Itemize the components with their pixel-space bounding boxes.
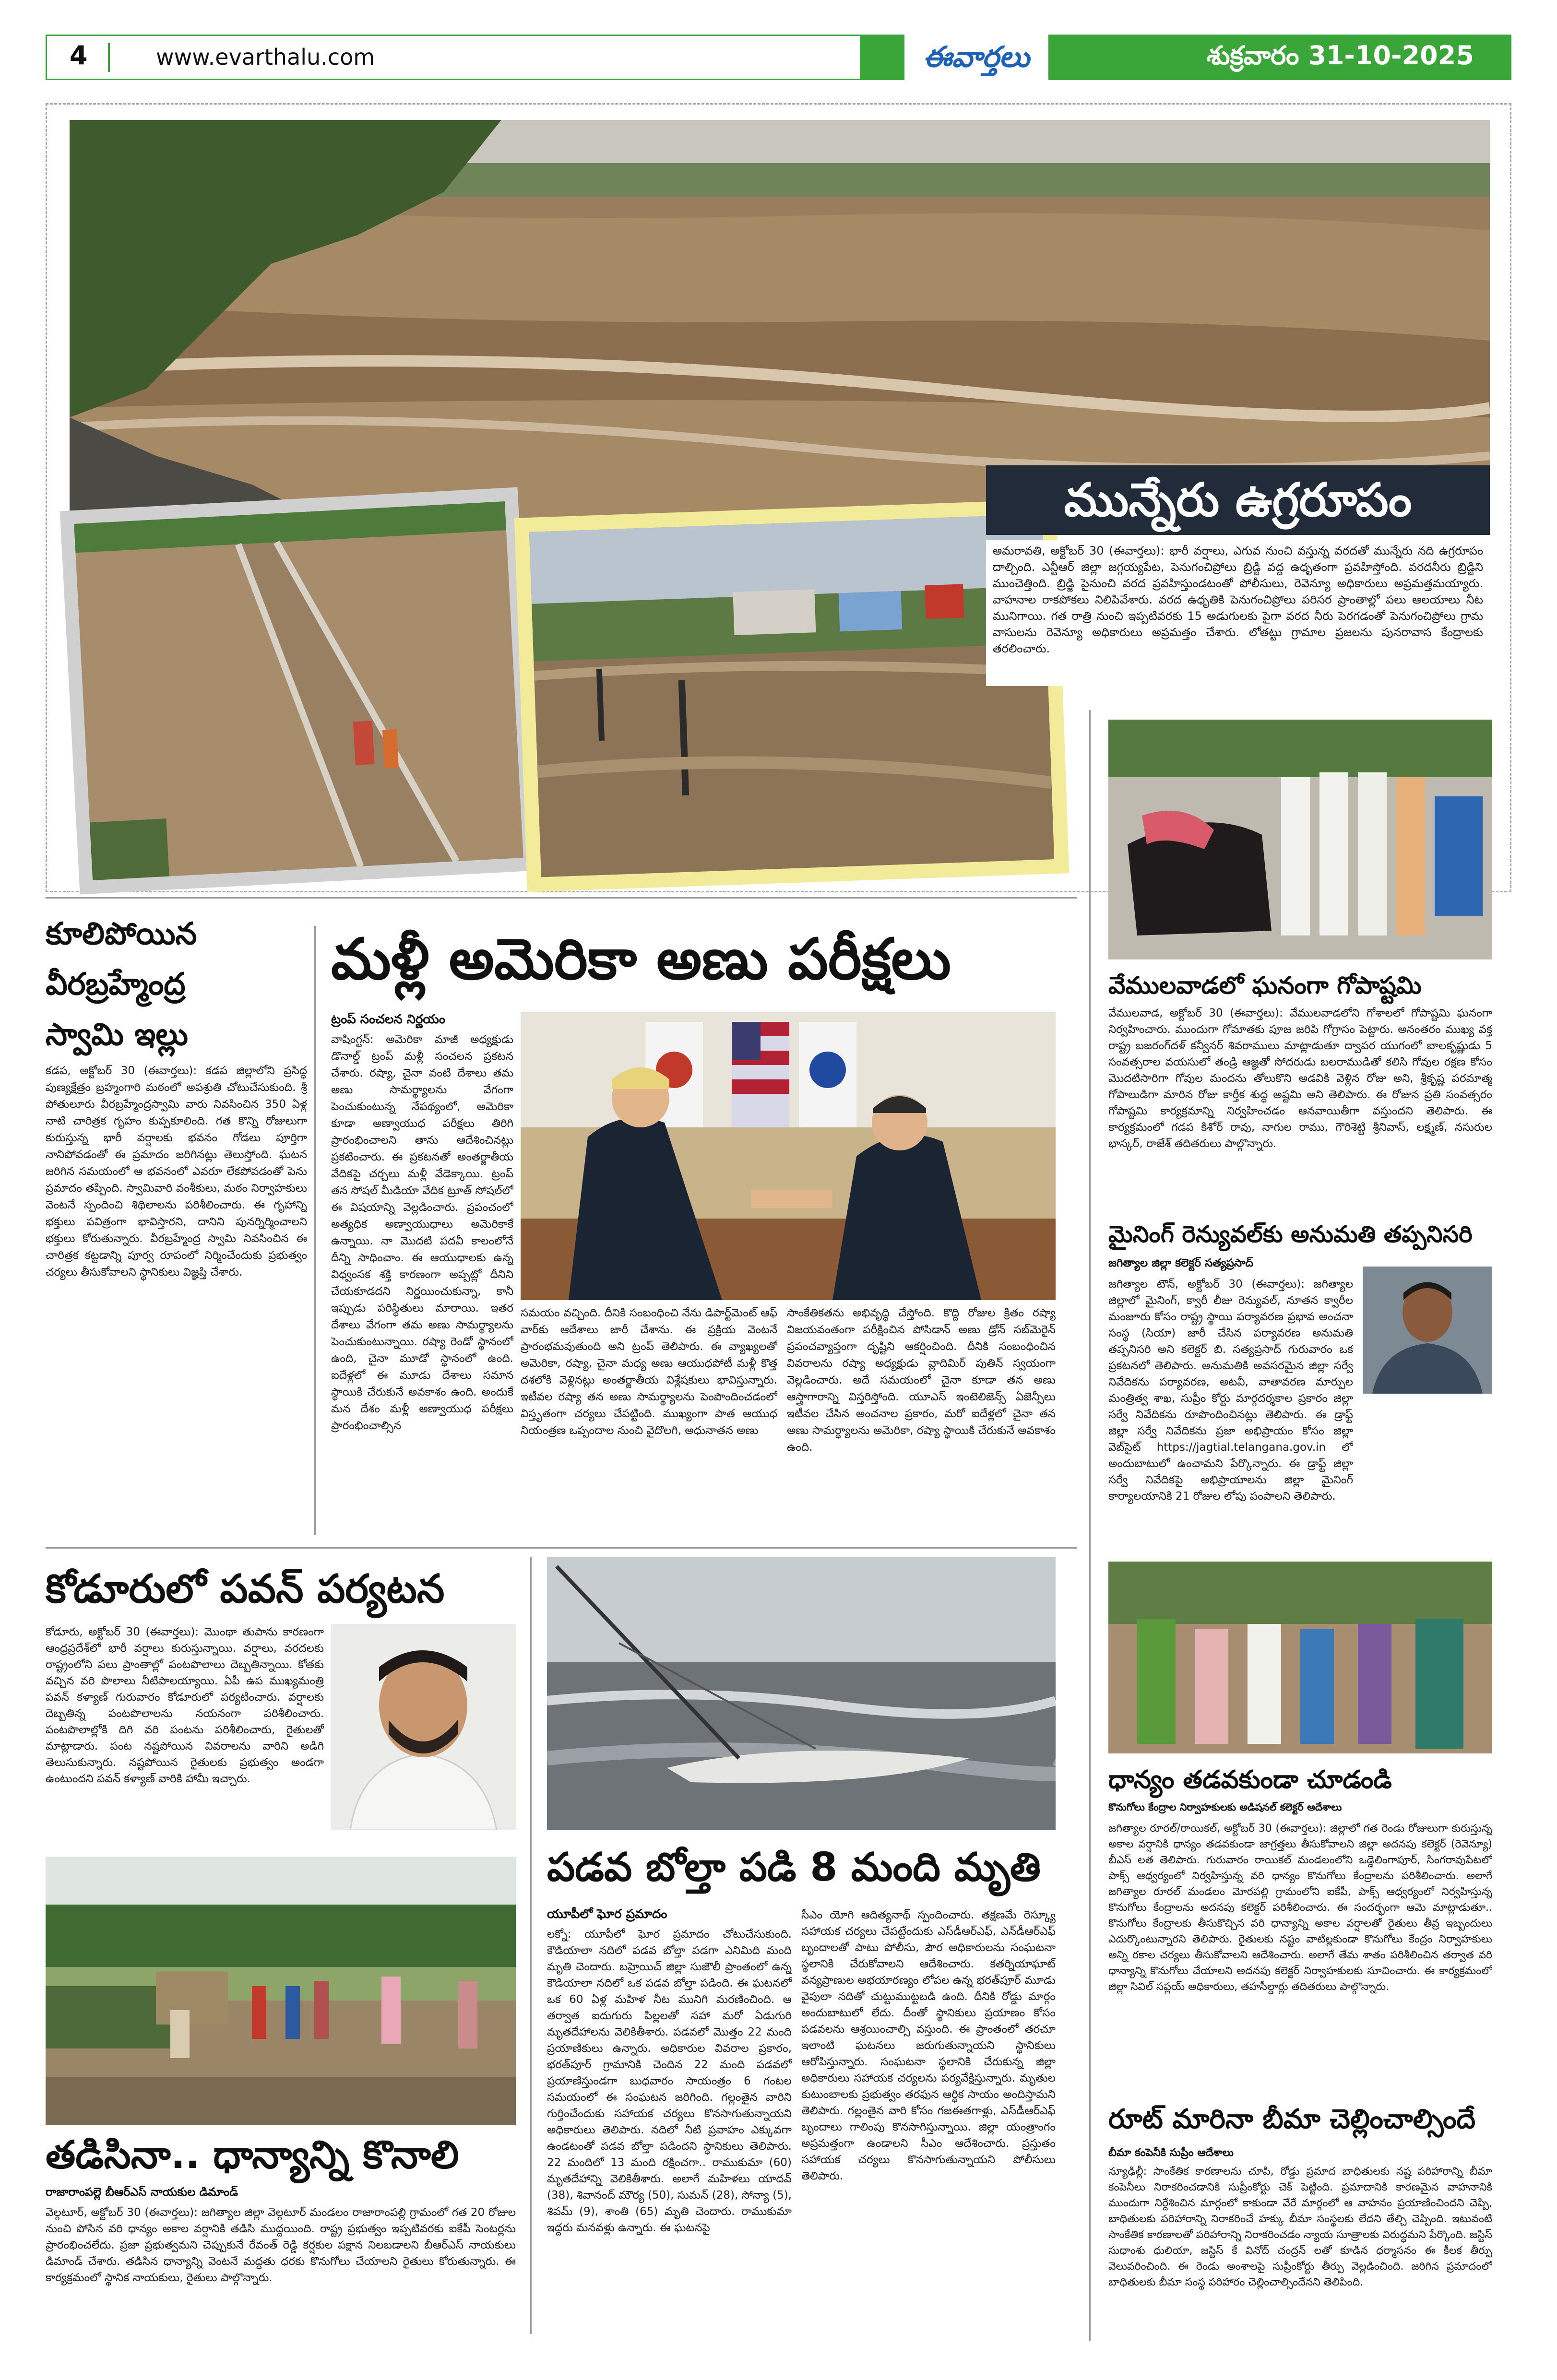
capsized-boat-photo (547, 1557, 1056, 1830)
brand-logo (904, 35, 1048, 80)
collector-portrait (1363, 1267, 1492, 1394)
trump-handshake-photo (521, 1012, 1056, 1300)
lead-caption: అమరావతి, అక్టోబర్ 30 (ఈవార్తలు): భారీ వర్షాలు, ఎగువ నుంచి వస్తున్న వరదతో మున్నేరు నది ఉగ్రరూపం దాల్చింది. ఎన్టీఆర్ జిల్లా జగ్గయ్యపేట, పెనుగంచిప్రోలు బ్రిడ్జి వద్ద ఉధృతంగా ప్రవహిస్తోంది. వరదనీరు బ్రిడ్జిని ముంచెత్తింది. బ్రిడ్జి పైనుంచి వరద ప్రవహిస్తుండటంతో పోలీసులు, రెవెన్యూ అధికారులు అప్రమత్తమయ్యారు. వాహనాల రాకపోకలు నిలిపివేశారు. వరద ఉధృతికి పెనుగంచిప్రోలు పరిసర ప్రాంతాల్లో పలు ఆలయాలు నీట మునిగాయి. గత రాత్రి నుంచి ఇప్పటివరకు 15 అడుగులకు పైగా వరద నీరు పెరగడంతో పెనుగంచిప్రోలు గ్రామ వాసులను రెవెన్యూ అధికారులు అప్రమత్తం చేశారు. లోతట్టు గ్రామాల ప్రజలను పునరావాస కేంద్రాలకు తరలించారు. (986, 540, 1490, 686)
nuclear-col3: సాంకేతికతను అభివృద్ధి చేస్తోంది. కొద్ది రోజుల క్రితం రష్యా విజయవంతంగా పరీక్షించిన పోసిడాన్ అణు డ్రోన్ సబ్‌మెరైన్ ప్రపంచవ్యాప్తంగా దృష్టిని ఆకర్షించింది. దీనికి సంబంధించిన వివరాలను రష్యా అధ్యక్షుడు వ్లాదిమిర్ పుతిన్ స్వయంగా వెల్లడించారు. అదే సమయంలో చైనా కూడా తన అణు ఆస్త్రాగారాన్ని విస్తరిస్తోంది. యూఎస్ ఇంటెలిజెన్స్ ఏజెన్సీలు ఇటీవల చేసిన అంచనాల ప్రకారం, మరో ఐదేళ్లలో చైనా తన అణు సామర్థ్యాలను అమెరికా, రష్యా స్థాయికి చేరుకునే అవకాశం ఉంది. (787, 1307, 1056, 1454)
mining-title: మైనింగ్ రెన్యువల్‌కు అనుమతి తప్పనిసరి (1108, 1221, 1473, 1248)
temple-title-line1: కూలిపోయిన (46, 916, 197, 952)
page-header (46, 35, 1511, 80)
nuclear-kicker: ట్రంప్ సంచలన నిర్ణయం (331, 1012, 446, 1027)
rule-pawan (530, 1557, 532, 2334)
rule-below-nuclear (46, 1547, 1077, 1549)
rule-below-lead (46, 897, 1077, 899)
ration-body: జగిత్యాల రూరల్/రాయికల్, అక్టోబర్ 30 (ఈవార్తలు): జిల్లాలో గత రెండు రోజులుగా కురుస్తున్న అకాల వర్షానికి ధాన్యం తడవకుండా జాగ్రత్తలు తీసుకోవాలని జిల్లా అదనపు కలెక్టర్ (రెవెన్యూ) బీఎస్ లత తెలిపారు. గురువారం రాయికల్ మండలంలోని ఒడ్డెలింగాపూర్, సింగరావుపేటలో పాక్స్ ఆధ్వర్యంలో నిర్వహిస్తున్న వరి ధాన్యం కొనుగోలు కేంద్రాలను పరిశీలించారు. అలాగే జగిత్యాల రూరల్ మండలం మోరపల్లి గ్రామంలోని ఐకేపీ, పాక్స్ ఆధ్వర్యంలో నిర్వహిస్తున్న కొనుగోలు కేంద్రాలను అదనపు కలెక్టర్ పరిశీలించారు. ఈ సందర్భంగా ఆమె మాట్లాడుతూ.. కొనుగోలు కేంద్రాలకు తీసుకొచ్చిన వరి ధాన్యాన్ని అకాల వర్షాలతో రైతులు తీవ్ర ఇబ్బందులు ఎదుర్కొంటున్నారని తెలిపారు. రైతులకు నష్టం వాటిల్లకుండా కొనుగోలు కేంద్రం నిర్వాహకులు అన్ని రకాల చర్యలు తీసుకోవాలని ఆదేశించారు. అలాగే తేమ శాతం పరిశీలించిన తర్వాత వరి ధాన్యాన్ని కొనుగోలు చేయాలని అదనపు కలెక్టర్ నిర్వాహకులకు సూచించారు. ఈ కార్యక్రమంలో జిల్లా సివిల్ సప్లయ్ అధికారులు, తహసీల్దార్లు తదితరులు పాల్గొన్నారు. (1108, 1823, 1492, 1993)
boat-col2: సీఎం యోగి ఆదిత్యనాథ్ స్పందించారు. తక్షణమే రెస్క్యూ సహాయక చర్యలు చేపట్టేందుకు ఎస్‌డీఆర్‌ఎఫ్, ఎన్‌డీఆర్‌ఎఫ్ బృందాలతో పాటు పోలీసు, పౌర అధికారులను సంఘటనా స్థలానికి చేరుకోవాలని ఆదేశించారు. కతర్నియాఘాట్ వన్యప్రాణుల అభయారణ్యం లోపల ఉన్న భరత్‌పూర్ మూడు వైపులా నదితో చుట్టుముట్టబడి ఉంది. దీనికి రోడ్డు మార్గం అందుబాటులో లేదు. దీంతో స్థానికులు ప్రయాణం కోసం పడవలను ఆశ్రయించాల్సి వస్తుంది. ఈ ప్రాంతంలో తరచూ ఇలాంటి ఘటనలు జరుగుతున్నాయని స్థానికులు ఆరోపిస్తున్నారు. సంఘటనా స్థలానికి చేరుకున్న జిల్లా అధికారులు సహాయక చర్యలను పర్యవేక్షిస్తున్నారు. మృతుల కుటుంబాలకు ప్రభుత్వం తరఫున ఆర్థిక సాయం అందిస్తామని తెలిపారు. గల్లంతైన వారి కోసం గజఈతగాళ్లు, ఎస్‌డీఆర్‌ఎఫ్ బృందాలు గాలింపు కొనసాగిస్తున్నాయి. జిల్లా యంత్రాంగం అప్రమత్తంగా ఉండాలని సీఎం ఆదేశించారు. ప్రస్తుతం సహాయక చర్యలు కొనసాగుతున్నాయని పోలీసులు తెలిపారు. (801, 1909, 1056, 2182)
insurance-body: న్యూఢిల్లీ: సాంకేతిక కారణాలను చూపి, రోడ్డు ప్రమాద బాధితులకు నష్ట పరిహారాన్ని బీమా కంపెనీలు నిరాకరించడానికి సుప్రీంకోర్టు చెక్ పెట్టింది. ప్రమాదానికి కారణమైన వాహనానికి ముందుగా నిర్దేశించిన మార్గంలో కాకుండా వేరే మార్గంలో ఆ వాహనం ప్రయాణించిందని చెప్పి, బాధితులకు పరిహారాన్ని నిరాకరించే హక్కు బీమా సంస్థలకు లేదని తేల్చి చెప్పింది. ఇటువంటి సాంకేతిక కారణాలతో పరిహారాన్ని నిరాకరించడం న్యాయ సూత్రాలకు విరుద్ధమని పేర్కొంది. జస్టిస్ సుధాంశు ధులియా, జస్టిస్ కే వినోద్ చంద్రన్ లతో కూడిన ధర్మాసనం ఈ కీలక తీర్పు వెలువరించింది. ఈ రెండు అంశాలపై సుప్రీంకోర్టు తీర్పు వెల్లడించింది. జరిగిన ప్రమాదంలో బాధితులకు బీమా సంస్థ పరిహారం చెల్లించాల్సిందేనని తెలిపింది. (1108, 2166, 1492, 2288)
mining-kicker: జగిత్యాల జిల్లా కలెక్టర్ సత్యప్రసాద్ (1108, 1257, 1253, 1269)
website-url[interactable]: www.evarthalu.com (156, 44, 375, 70)
boat-col1: లక్నో: యూపీలో ఘోర ప్రమాదం చోటుచేసుకుంది. కౌడియాలా నదిలో పడవ బోల్తా పడగా ఎనిమిది మంది మృతి చెందారు. బహ్రెయిచ్ జిల్లా సుజౌలీ ప్రాంతంలో ఉన్న కౌడియాలా నదిలో ఒక పడవ బోల్తా పడింది. ఈ ఘటనలో ఒక 60 ఏళ్ల మహిళ నీట మునిగి మరణించింది. ఆ తర్వాత ఐదుగురు పిల్లలతో సహా మరో ఏడుగురి మృతదేహాలను వెలికితీశారు. పడవలో మొత్తం 22 మంది ప్రయాణికులు ఉన్నారు. అధికారుల వివరాల ప్రకారం, భరత్‌పూర్ గ్రామానికి చెందిన 22 మంది పడవలో ప్రయాణిస్తుండగా బుధవారం సాయంత్రం 6 గంటల సమయంలో ఈ సంఘటన జరిగింది. గల్లంతైన వారిని గుర్తించేందుకు సహాయక చర్యలు కొనసాగుతున్నాయని అధికారులు తెలిపారు. నదిలో నీటి ప్రవాహం ఎక్కువగా ఉండటంతో పడవ బోల్తా పడిందని స్థానికులు తెలిపారు. 22 మందిలో 13 మంది రక్షించగా.. రాముకుమా (60) మృతదేహాన్ని వెలికితీశారు. అలాగే మహిళలు యాదవ్ (38), శివానంద్ మౌర్య (50), సుమన్ (28), సోన్యా (5), శివమ్ (9), శాంతి (65) మృతి చెందారు. రాముకుమా ఇద్దరు మనవళ్లు ఉన్నారు. ఈ ఘటనపై (547, 1928, 792, 2234)
rule-temple (314, 926, 316, 1535)
grain-body: వెల్గటూర్, అక్టోబర్ 30 (ఈవార్తలు): జగిత్యాల జిల్లా వెల్గటూర్ మండలం రాజారాంపల్లి గ్రామంలో గత 20 రోజుల నుంచి పోసిన వరి ధాన్యం అకాల వర్షానికి తడిసి ముద్దయింది. రాష్ట్ర ప్రభుత్వం ఇప్పటివరకు ఐకేపీ సెంటర్లను ప్రారంభించలేదు. ప్రజా ప్రభుత్వమని చెప్పుకునే రేవంత్ రెడ్డి కర్షకుల పక్షాన నిలబడాలని బీఆర్ఎస్ నాయకులు డిమాండ్ చేశారు. తడిసిన ధాన్యాన్ని వెంటనే మద్దతు ధరకు కొనుగోలు చేయాలని రైతులు కోరుతున్నారు. ఈ కార్యక్రమంలో స్థానిక నాయకులు, రైతులు పాల్గొన్నారు. (46, 2206, 516, 2284)
nuclear-col2: సమయం వచ్చింది. దీనికి సంబంధించి నేను డిపార్ట్‌మెంట్ ఆఫ్ వార్‌కు ఆదేశాలు జారీ చేశాను. ఈ ప్రక్రియ వెంటనే ప్రారంభమవుతుంది అని ట్రంప్ తెలిపారు. ఈ వ్యాఖ్యలతో అమెరికా, రష్యా, చైనా మధ్య అణు ఆయుధపోటీ మళ్లీ కొత్త దశలోకి వెళ్లినట్లు అంతర్జాతీయ విశ్లేషకులు భావిస్తున్నారు. ఇటీవల రష్యా తన అణు సామర్థ్యాలను పెంపొందించడంలో విస్తృతంగా చర్యలు చేపట్టింది. ముఖ్యంగా పాత ఆయుధ నియంత్రణ ఒప్పందాల నుంచి వైదొలగి, అధునాతన అణు (521, 1307, 777, 1437)
grain-kicker: రాజారాంపల్లె బీఆర్ఎస్ నాయకుల డిమాండ్ (46, 2185, 238, 2199)
issue-date: శుక్రవారం 31-10-2025 (1207, 40, 1474, 71)
brand-name: ఈవార్తలు (923, 40, 1030, 74)
flood-river-photo (70, 120, 1490, 518)
insurance-title: రూట్ మారినా బీమా చెల్లించాల్సిందే (1108, 2104, 1476, 2135)
gopashtami-body: వేములవాడ, అక్టోబర్ 30 (ఈవార్తలు): వేములవాడలోని గోశాలలో గోపాష్టమి ఘనంగా నిర్వహించారు. ముందుగా గోమాతకు పూజ జరిపి గోగ్రాసం పెట్టారు. అనంతరం ముఖ్య వక్త రాష్ట్ర బజరంగ్‌దళ్ కన్వీనర్ శివరాములు మాట్లాడుతూ ద్వాపర యుగంలో బాలకృష్ణుడు 5 సంవత్సరాల వయసులో తండ్రి ఆజ్ఞతో సోదరుడు బలరాముడితో కలిసి గోవుల రక్షణ కోసం మొదటిసారిగా గోవుల మందను తోలుకొని అడవికి వెళ్లిన రోజు అని, శ్రీకృష్ణ పరమాత్మ గోపాలుడిగా మారిన రోజు కార్తీక శుద్ధ అష్టమి అని తెలిపారు. ఈ రోజున ప్రతి సంవత్సరం గోపాష్టమి కార్యక్రమాన్ని నిర్వహించడం ఆనవాయితీగా వస్తుందని తెలిపారు. ఈ కార్యక్రమంలో గడప కిశోర్ రావు, నాగుల రాము, గౌరిశెట్టి శ్రీనివాస్, లక్ష్మణ్, నసురుల భాస్కర్, రాజేశ్ తదితరులు పాల్గొన్నారు. (1108, 1007, 1492, 1150)
ration-title: ధాన్యం తడవకుండా చూడండి (1108, 1765, 1392, 1794)
page-number: 4 (70, 40, 88, 71)
temple-title-line2: వీరబ్రహ్మేంద్ర (46, 967, 186, 1002)
temple-body: కడప, అక్టోబర్ 30 (ఈవార్తలు): కడప జిల్లాలోని ప్రసిద్ధ పుణ్యక్షేత్రం బ్రహ్మంగారి మఠంలో అపశ్రుతి చోటుచేసుకుంది. శ్రీ పోతులూరు వీరబ్రహ్మేంద్రస్వామి వారు నివసించిన 350 ఏళ్ల నాటి చారిత్రక గృహం కుప్పకూలింది. గత కొన్ని రోజులుగా కురుస్తున్న భారీ వర్షాలకు భవనం గోడలు పూర్తిగా నానిపోవడంతో ఈ ప్రమాదం జరిగినట్లు తెలుస్తోంది. ఘటన జరిగిన సమయంలో ఆ భవనంలో ఎవరూ లేకపోవడంతో పెను ప్రమాదం తప్పింది. స్వామివారి వంశీకులు, మఠం నిర్వాహకులు వెంటనే స్పందించి శిథిలాలను పరిశీలించారు. ఈ గృహాన్ని భక్తులు పవిత్రంగా భావిస్తారని, దానిని పునర్నిర్మించాలని భక్తులు కోరుతున్నారు. వీరబ్రహ్మేంద్ర స్వామి నివసించిన ఈ చారిత్రక కట్టడాన్ని పూర్వ రూపంలో నిర్మించేందుకు ప్రభుత్వం చర్యలు తీసుకోవాలని స్థానికులు విజ్ఞప్తి చేశారు. (46, 1065, 307, 1279)
gopashtami-photo (1108, 720, 1492, 959)
pawan-body: కోడూరు, అక్టోబర్ 30 (ఈవార్తలు): మొంథా తుపాను కారణంగా ఆంధ్రప్రదేశ్‌లో భారీ వర్షాలు కురుస్తున్నాయి. వర్షాలు, వరదలకు రాష్ట్రంలోని పలు ప్రాంతాల్లో పంటపొలాలు దెబ్బతిన్నాయి. కోతకు వచ్చిన వరి పొలాలు నీటిపాలయ్యాయి. ఏపీ ఉప ముఖ్యమంత్రి పవన్ కళ్యాణ్ గురువారం కోడూరులో పర్యటించారు. వర్షాలకు దెబ్బతిన్న పంటపొలాలను నయనంగా పరిశీలించారు. పంటపొలాల్లోకి దిగి వరి పంటను పరిశీలించారు, రైతులతో మాట్లాడారు. పంట నష్టపోయిన వివరాలను వారిని అడిగి తెలుసుకున్నారు. నష్టపోయిన రైతులకు ప్రభుత్వం అండగా ఉంటుందని పవన్ కళ్యాణ్ వారికి హామీ ఇచ్చారు. (46, 1626, 324, 1785)
rule-right-column (1089, 710, 1091, 2341)
grain-title: తడిసినా.. ధాన్యాన్ని కొనాలి (46, 2132, 459, 2177)
pawan-portrait (331, 1624, 516, 1830)
boat-kicker: యూపీలో ఘోర ప్రమాదం (547, 1907, 667, 1921)
nuclear-col1: వాషింగ్టన్: అమెరికా మాజీ అధ్యక్షుడు డొనాల్డ్ ట్రంప్ మళ్లీ సంచలన ప్రకటన చేశారు. రష్యా, చైనా వంటి దేశాలు తమ అణు సామర్థ్యాలను వేగంగా పెంచుకుంటున్న నేపథ్యంలో, అమెరికా కూడా అణ్వాయుధ పరీక్షలు తిరిగి ప్రారంభించాలని తాను ఆదేశించినట్లు ప్రకటించారు. ఈ ప్రకటనతో అంతర్జాతీయ వేదికపై చర్చలు మళ్లీ వేడెక్కాయి. ట్రంప్ తన సోషల్ మీడియా వేదిక ట్రూత్ సోషల్‌లో ఈ విషయాన్ని వెల్లడించారు. ప్రపంచంలో అత్యధిక అణ్వాయుధాలు అమెరికాకే ఉన్నాయి. నా మొదటి పదవీ కాలంలోనే దీన్ని సాధించాం. ఈ ఆయుధాలకు ఉన్న విధ్వంసక శక్తి కారణంగా అప్పట్లో దీనిని చేయకూడదని నిర్ణయించుకున్నా, కానీ ఇప్పుడు పరిస్థితులు మారాయి. ఇతర దేశాలు వేగంగా తమ అణు సామర్థ్యాలను పెంచుకుంటున్నాయి. రష్యా రెండో స్థానంలో ఉంది, చైనా మూడో స్థానంలో ఉంది. ఐదేళ్లలో ఈ మూడు దేశాలు సమాన స్థాయికి చేరుకునే అవకాశం ఉంది. అందుకే మన దేశం మళ్లీ అణ్వాయుధ పరీక్షలు ప్రారంభించాల్సిన (331, 1033, 513, 1432)
page-number-divider (108, 43, 110, 72)
lead-title-box (986, 465, 1490, 535)
temple-title-line3: స్వామి ఇల్లు (46, 1017, 188, 1053)
wet-grain-photo (46, 1857, 516, 2125)
lead-title: మున్నేరు ఉగ్రరూపం (1064, 473, 1412, 527)
nuclear-title: మళ్లీ అమెరికా అణు పరీక్షలు (331, 926, 951, 992)
ration-inspection-photo (1108, 1562, 1492, 1753)
ration-kicker: కొనుగోలు కేంద్రాల నిర్వాహకులకు అడిషనల్ కలెక్టర్ ఆదేశాలు (1108, 1801, 1342, 1813)
gopashtami-title: వేములవాడలో ఘనంగా గోపాష్టమి (1108, 971, 1422, 999)
flooded-bridge-photo (60, 487, 538, 895)
pawan-title: కోడూరులో పవన్ పర్యటన (46, 1566, 445, 1612)
boat-title: పడవ బోల్తా పడి 8 మంది మృతి (547, 1845, 1041, 1890)
insurance-kicker: బీమా కంపెనీకి సుప్రీం ఆదేశాలు (1108, 2147, 1234, 2159)
mining-body-top: జగిత్యాల టౌన్, అక్టోబర్ 30 (ఈవార్తలు): జగిత్యాల జిల్లాలో మైనింగ్, క్వారీ లీజు రెన్యువల్, నూతన క్వారీల మంజూరు కోసం రాష్ట్ర స్థాయి పర్యావరణ ప్రభావ అంచనా సంస్థ (సియా) జారీ చేసిన పర్యావరణ అనుమతి తప్పనిసరి అని కలెక్టర్ బి. సత్యప్రసాద్ గురువారం ఒక ప్రకటనలో తెలిపారు. అనుమతికి అవసరమైన జిల్లా సర్వే నివేదికను పర్యావరణ, అటవీ, వాతావరణ మార్పుల మంత్రిత్వ శాఖ, సుప్రీం కోర్టు మార్గదర్శకాల ప్రకారం జిల్లా సర్వే నివేదికను రూపొందించినట్లు తెలిపారు. ఈ డ్రాఫ్ట్ జిల్లా సర్వే నివేదికను ప్రజా అభిప్రాయం కోసం జిల్లా వెబ్‌సైట్ https://jagtial.telangana.gov.in లో అందుబాటులో ఉంచామని పేర్కొన్నారు. ఈ డ్రాఫ్ట్ జిల్లా సర్వే నివేదికపై అభిప్రాయాలను జిల్లా మైనింగ్ కార్యాలయానికి 21 రోజుల లోపు పంపాలని తెలిపారు. (1108, 1278, 1353, 1503)
